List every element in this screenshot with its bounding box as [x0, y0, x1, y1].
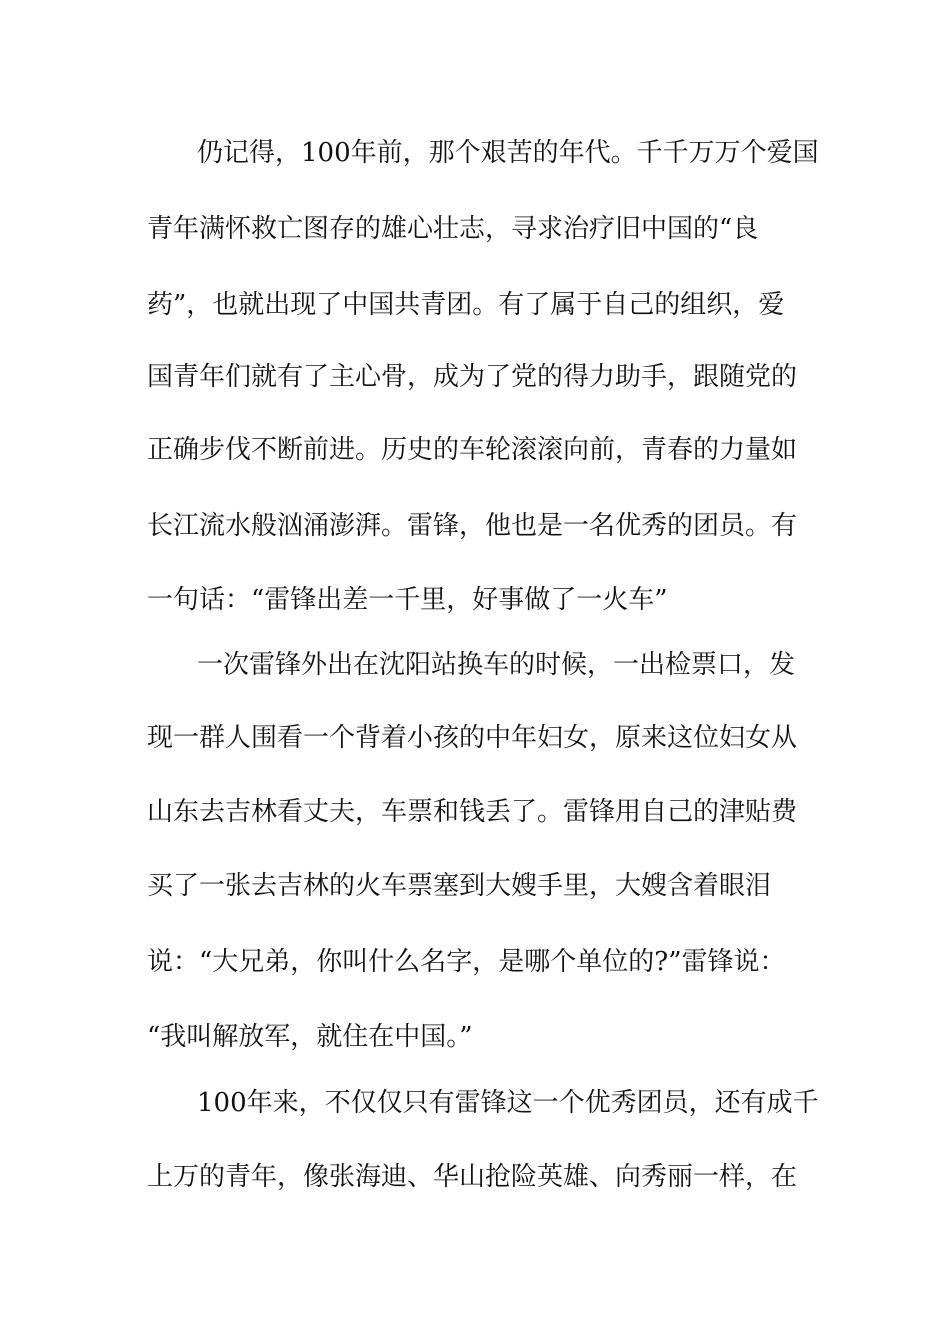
paragraph-line: 现一群人围看一个背着小孩的中年妇女，原来这位妇女从 — [147, 723, 798, 753]
paragraph-line: 100年来，不仅仅只有雷锋这一个优秀团员，还有成千 — [197, 1088, 819, 1118]
paragraph-line: 仍记得，100年前，那个艰苦的年代。千千万万个爱国 — [197, 138, 819, 168]
paragraph-line: 正确步伐不断前进。历史的车轮滚滚向前，青春的力量如 — [147, 435, 798, 465]
paragraph-line: 说：“大兄弟，你叫什么名字，是哪个单位的?”雷锋说： — [147, 947, 786, 977]
paragraph-line: 青年满怀救亡图存的雄心壮志，寻求治疗旧中国的“良 — [147, 214, 759, 244]
paragraph-line: 国青年们就有了主心骨，成为了党的得力助手，跟随党的 — [147, 362, 798, 392]
paragraph-line: 买了一张去吉林的火车票塞到大嫂手里，大嫂含着眼泪 — [147, 871, 772, 901]
paragraph-line: 长江流水般汹涌澎湃。雷锋，他也是一名优秀的团员。有 — [147, 511, 798, 541]
paragraph-line: 一句话：“雷锋出差一千里，好事做了一火车” — [147, 585, 668, 615]
paragraph-line: “我叫解放军，就住在中国。” — [147, 1022, 473, 1052]
paragraph-line: 山东去吉林看丈夫，车票和钱丢了。雷锋用自己的津贴费 — [147, 797, 798, 827]
paragraph-line: 药”，也就出现了中国共青团。有了属于自己的组织，爱 — [147, 290, 785, 320]
paragraph-line: 上万的青年，像张海迪、华山抢险英雄、向秀丽一样，在 — [147, 1162, 798, 1192]
paragraph-line: 一次雷锋外出在沈阳站换车的时候，一出检票口，发 — [197, 650, 796, 680]
